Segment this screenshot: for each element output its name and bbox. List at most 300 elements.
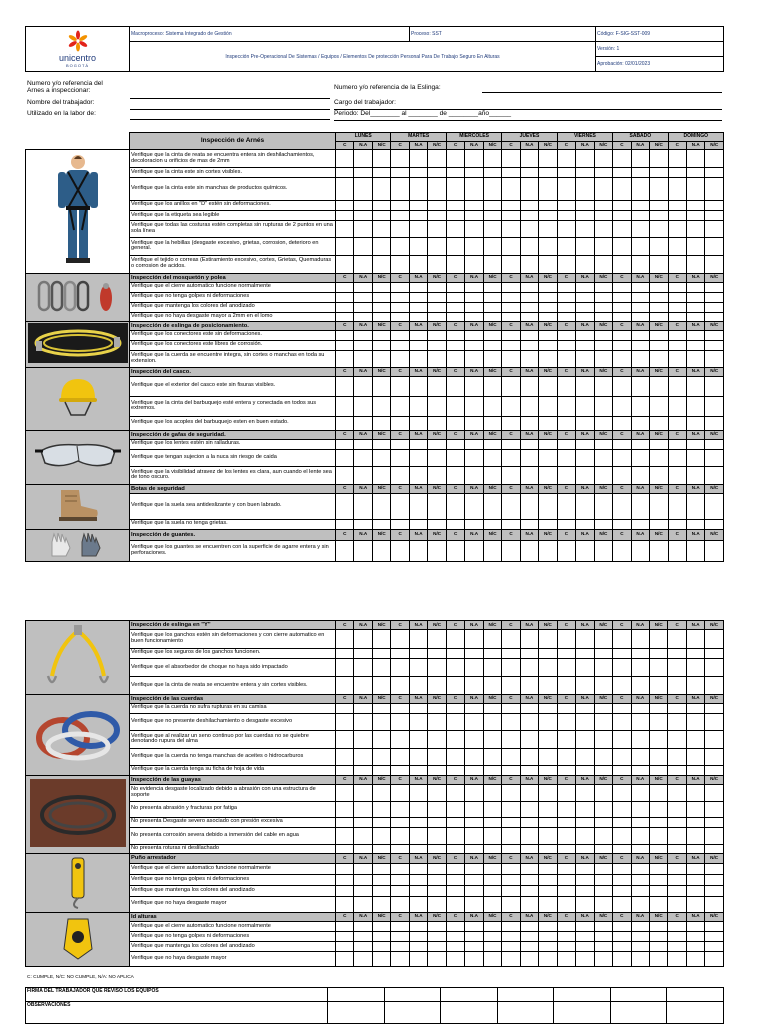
check-cell[interactable] — [502, 200, 520, 210]
check-cell[interactable] — [520, 519, 538, 529]
check-cell[interactable] — [354, 713, 372, 730]
check-cell[interactable] — [631, 765, 649, 775]
check-cell[interactable] — [613, 748, 631, 765]
check-cell[interactable] — [594, 221, 612, 238]
check-cell[interactable] — [372, 302, 391, 312]
check-cell[interactable] — [483, 168, 501, 178]
check-cell[interactable] — [428, 439, 447, 449]
check-cell[interactable] — [539, 863, 557, 874]
check-cell[interactable] — [539, 932, 557, 942]
check-cell[interactable] — [576, 178, 594, 200]
check-cell[interactable] — [576, 376, 594, 396]
check-cell[interactable] — [391, 630, 409, 648]
check-cell[interactable] — [576, 932, 594, 942]
check-cell[interactable] — [705, 942, 723, 952]
check-cell[interactable] — [613, 658, 631, 676]
check-cell[interactable] — [372, 677, 390, 694]
check-cell[interactable] — [539, 921, 557, 931]
check-cell[interactable] — [668, 168, 686, 178]
check-cell[interactable] — [668, 748, 686, 765]
check-cell[interactable] — [354, 658, 372, 676]
check-cell[interactable] — [539, 844, 557, 853]
check-cell[interactable] — [502, 210, 520, 220]
check-cell[interactable] — [372, 765, 390, 775]
check-cell[interactable] — [705, 449, 724, 466]
check-cell[interactable] — [354, 784, 372, 801]
check-cell[interactable] — [465, 827, 483, 844]
check-cell[interactable] — [465, 921, 483, 931]
check-cell[interactable] — [576, 221, 594, 238]
check-cell[interactable] — [686, 952, 704, 966]
check-cell[interactable] — [631, 312, 649, 321]
check-cell[interactable] — [391, 178, 409, 200]
check-cell[interactable] — [372, 150, 391, 168]
check-cell[interactable] — [336, 350, 354, 367]
check-cell[interactable] — [557, 376, 575, 396]
check-cell[interactable] — [668, 863, 686, 874]
check-cell[interactable] — [557, 817, 575, 827]
check-cell[interactable] — [520, 350, 538, 367]
check-cell[interactable] — [354, 302, 372, 312]
check-cell[interactable] — [650, 150, 668, 168]
check-cell[interactable] — [409, 730, 427, 748]
check-cell[interactable] — [391, 340, 409, 350]
check-cell[interactable] — [705, 648, 723, 658]
check-cell[interactable] — [539, 630, 557, 648]
check-cell[interactable] — [687, 330, 705, 340]
check-cell[interactable] — [576, 466, 594, 484]
check-cell[interactable] — [613, 630, 631, 648]
check-cell[interactable] — [668, 255, 686, 273]
check-cell[interactable] — [650, 466, 668, 484]
check-cell[interactable] — [705, 730, 723, 748]
check-cell[interactable] — [687, 221, 705, 238]
check-cell[interactable] — [686, 713, 704, 730]
check-cell[interactable] — [557, 210, 575, 220]
check-cell[interactable] — [483, 648, 501, 658]
check-cell[interactable] — [649, 748, 667, 765]
check-cell[interactable] — [336, 677, 354, 694]
check-cell[interactable] — [428, 449, 447, 466]
check-cell[interactable] — [539, 648, 557, 658]
check-cell[interactable] — [705, 330, 724, 340]
check-cell[interactable] — [705, 200, 724, 210]
check-cell[interactable] — [520, 200, 538, 210]
check-cell[interactable] — [354, 817, 372, 827]
check-cell[interactable] — [502, 658, 520, 676]
check-cell[interactable] — [649, 630, 667, 648]
check-cell[interactable] — [409, 886, 427, 897]
check-cell[interactable] — [372, 648, 390, 658]
check-cell[interactable] — [428, 376, 447, 396]
check-cell[interactable] — [705, 493, 724, 519]
check-cell[interactable] — [465, 282, 483, 292]
check-cell[interactable] — [520, 765, 538, 775]
check-cell[interactable] — [520, 282, 538, 292]
check-cell[interactable] — [483, 730, 501, 748]
check-cell[interactable] — [502, 817, 520, 827]
check-cell[interactable] — [686, 844, 704, 853]
check-cell[interactable] — [483, 519, 501, 529]
check-cell[interactable] — [336, 942, 354, 952]
check-cell[interactable] — [576, 150, 594, 168]
check-cell[interactable] — [336, 439, 354, 449]
check-cell[interactable] — [391, 312, 409, 321]
check-cell[interactable] — [465, 150, 483, 168]
check-cell[interactable] — [687, 540, 705, 561]
check-cell[interactable] — [649, 942, 667, 952]
check-cell[interactable] — [631, 784, 649, 801]
check-cell[interactable] — [391, 952, 409, 966]
check-cell[interactable] — [557, 350, 575, 367]
check-cell[interactable] — [613, 466, 631, 484]
check-cell[interactable] — [705, 748, 723, 765]
check-cell[interactable] — [446, 932, 464, 942]
check-cell[interactable] — [668, 330, 686, 340]
check-cell[interactable] — [354, 255, 372, 273]
check-cell[interactable] — [705, 703, 723, 713]
check-cell[interactable] — [428, 897, 446, 913]
check-cell[interactable] — [686, 784, 704, 801]
check-cell[interactable] — [391, 255, 409, 273]
check-cell[interactable] — [557, 827, 575, 844]
check-cell[interactable] — [613, 817, 631, 827]
check-cell[interactable] — [446, 519, 464, 529]
check-cell[interactable] — [336, 340, 354, 350]
check-cell[interactable] — [446, 540, 464, 561]
check-cell[interactable] — [576, 952, 594, 966]
check-cell[interactable] — [668, 817, 686, 827]
check-cell[interactable] — [576, 200, 594, 210]
check-cell[interactable] — [613, 330, 631, 340]
check-cell[interactable] — [409, 312, 427, 321]
check-cell[interactable] — [613, 921, 631, 931]
check-cell[interactable] — [502, 466, 520, 484]
check-cell[interactable] — [557, 784, 575, 801]
check-cell[interactable] — [631, 801, 649, 817]
check-cell[interactable] — [705, 282, 724, 292]
check-cell[interactable] — [539, 897, 557, 913]
check-cell[interactable] — [483, 765, 501, 775]
check-cell[interactable] — [520, 178, 538, 200]
check-cell[interactable] — [520, 844, 538, 853]
check-cell[interactable] — [557, 292, 575, 302]
check-cell[interactable] — [520, 921, 538, 931]
check-cell[interactable] — [391, 238, 409, 255]
check-cell[interactable] — [686, 942, 704, 952]
check-cell[interactable] — [613, 200, 631, 210]
check-cell[interactable] — [502, 801, 520, 817]
check-cell[interactable] — [557, 439, 575, 449]
check-cell[interactable] — [557, 178, 575, 200]
check-cell[interactable] — [446, 677, 464, 694]
check-cell[interactable] — [446, 658, 464, 676]
check-cell[interactable] — [354, 439, 372, 449]
check-cell[interactable] — [465, 801, 483, 817]
check-cell[interactable] — [613, 784, 631, 801]
check-cell[interactable] — [465, 703, 483, 713]
check-cell[interactable] — [372, 540, 391, 561]
check-cell[interactable] — [520, 713, 538, 730]
check-cell[interactable] — [668, 648, 686, 658]
check-cell[interactable] — [705, 255, 724, 273]
check-cell[interactable] — [631, 874, 649, 885]
check-cell[interactable] — [576, 827, 594, 844]
check-cell[interactable] — [594, 703, 612, 713]
check-cell[interactable] — [465, 748, 483, 765]
check-cell[interactable] — [409, 703, 427, 713]
check-cell[interactable] — [354, 150, 372, 168]
check-cell[interactable] — [446, 748, 464, 765]
check-cell[interactable] — [465, 897, 483, 913]
check-cell[interactable] — [668, 350, 686, 367]
check-cell[interactable] — [483, 255, 501, 273]
check-cell[interactable] — [483, 178, 501, 200]
check-cell[interactable] — [372, 416, 391, 430]
check-cell[interactable] — [483, 817, 501, 827]
check-cell[interactable] — [576, 677, 594, 694]
check-cell[interactable] — [465, 376, 483, 396]
check-cell[interactable] — [483, 932, 501, 942]
check-cell[interactable] — [631, 439, 649, 449]
check-cell[interactable] — [446, 827, 464, 844]
check-cell[interactable] — [613, 178, 631, 200]
check-cell[interactable] — [520, 897, 538, 913]
check-cell[interactable] — [391, 765, 409, 775]
check-cell[interactable] — [594, 677, 612, 694]
check-cell[interactable] — [372, 493, 391, 519]
check-cell[interactable] — [650, 519, 668, 529]
check-cell[interactable] — [372, 817, 390, 827]
check-cell[interactable] — [705, 210, 724, 220]
check-cell[interactable] — [354, 238, 372, 255]
check-cell[interactable] — [465, 817, 483, 827]
check-cell[interactable] — [502, 886, 520, 897]
check-cell[interactable] — [705, 150, 724, 168]
signature-cell[interactable] — [384, 988, 441, 1002]
check-cell[interactable] — [539, 200, 557, 210]
check-cell[interactable] — [686, 658, 704, 676]
check-cell[interactable] — [557, 703, 575, 713]
check-cell[interactable] — [446, 396, 464, 416]
check-cell[interactable] — [354, 897, 372, 913]
check-cell[interactable] — [372, 658, 390, 676]
check-cell[interactable] — [428, 540, 447, 561]
check-cell[interactable] — [705, 952, 723, 966]
check-cell[interactable] — [502, 942, 520, 952]
check-cell[interactable] — [613, 449, 631, 466]
check-cell[interactable] — [557, 942, 575, 952]
check-cell[interactable] — [483, 703, 501, 713]
check-cell[interactable] — [613, 540, 631, 561]
check-cell[interactable] — [631, 255, 649, 273]
check-cell[interactable] — [576, 439, 594, 449]
check-cell[interactable] — [649, 897, 667, 913]
check-cell[interactable] — [539, 178, 557, 200]
check-cell[interactable] — [465, 210, 483, 220]
check-cell[interactable] — [336, 801, 354, 817]
check-cell[interactable] — [650, 449, 668, 466]
check-cell[interactable] — [446, 312, 464, 321]
check-cell[interactable] — [557, 312, 575, 321]
check-cell[interactable] — [409, 466, 427, 484]
check-cell[interactable] — [446, 238, 464, 255]
check-cell[interactable] — [428, 221, 447, 238]
check-cell[interactable] — [502, 312, 520, 321]
check-cell[interactable] — [409, 765, 427, 775]
check-cell[interactable] — [428, 630, 446, 648]
check-cell[interactable] — [465, 658, 483, 676]
check-cell[interactable] — [502, 292, 520, 302]
check-cell[interactable] — [391, 730, 409, 748]
check-cell[interactable] — [336, 748, 354, 765]
check-cell[interactable] — [446, 376, 464, 396]
check-cell[interactable] — [502, 648, 520, 658]
check-cell[interactable] — [409, 713, 427, 730]
check-cell[interactable] — [336, 238, 354, 255]
check-cell[interactable] — [631, 844, 649, 853]
check-cell[interactable] — [428, 932, 446, 942]
check-cell[interactable] — [465, 630, 483, 648]
check-cell[interactable] — [520, 340, 538, 350]
check-cell[interactable] — [613, 844, 631, 853]
check-cell[interactable] — [594, 178, 612, 200]
check-cell[interactable] — [372, 784, 390, 801]
check-cell[interactable] — [409, 648, 427, 658]
check-cell[interactable] — [594, 519, 612, 529]
check-cell[interactable] — [502, 282, 520, 292]
check-cell[interactable] — [372, 340, 391, 350]
check-cell[interactable] — [705, 340, 724, 350]
check-cell[interactable] — [428, 921, 446, 931]
check-cell[interactable] — [391, 519, 409, 529]
check-cell[interactable] — [446, 921, 464, 931]
check-cell[interactable] — [650, 340, 668, 350]
check-cell[interactable] — [391, 221, 409, 238]
check-cell[interactable] — [539, 540, 557, 561]
check-cell[interactable] — [446, 952, 464, 966]
check-cell[interactable] — [631, 942, 649, 952]
check-cell[interactable] — [705, 874, 723, 885]
check-cell[interactable] — [502, 952, 520, 966]
check-cell[interactable] — [594, 827, 612, 844]
check-cell[interactable] — [613, 350, 631, 367]
check-cell[interactable] — [391, 897, 409, 913]
check-cell[interactable] — [372, 466, 391, 484]
check-cell[interactable] — [372, 282, 391, 292]
check-cell[interactable] — [465, 200, 483, 210]
check-cell[interactable] — [372, 312, 391, 321]
check-cell[interactable] — [686, 827, 704, 844]
check-cell[interactable] — [705, 416, 724, 430]
check-cell[interactable] — [539, 703, 557, 713]
check-cell[interactable] — [576, 748, 594, 765]
check-cell[interactable] — [631, 703, 649, 713]
check-cell[interactable] — [613, 886, 631, 897]
check-cell[interactable] — [502, 150, 520, 168]
check-cell[interactable] — [557, 844, 575, 853]
check-cell[interactable] — [576, 519, 594, 529]
check-cell[interactable] — [409, 350, 427, 367]
check-cell[interactable] — [539, 221, 557, 238]
check-cell[interactable] — [336, 730, 354, 748]
check-cell[interactable] — [705, 713, 723, 730]
check-cell[interactable] — [594, 350, 612, 367]
check-cell[interactable] — [354, 863, 372, 874]
check-cell[interactable] — [613, 168, 631, 178]
check-cell[interactable] — [372, 439, 391, 449]
check-cell[interactable] — [649, 886, 667, 897]
check-cell[interactable] — [428, 210, 447, 220]
check-cell[interactable] — [465, 784, 483, 801]
check-cell[interactable] — [520, 630, 538, 648]
check-cell[interactable] — [686, 703, 704, 713]
check-cell[interactable] — [576, 350, 594, 367]
check-cell[interactable] — [705, 886, 723, 897]
check-cell[interactable] — [705, 466, 724, 484]
check-cell[interactable] — [686, 630, 704, 648]
check-cell[interactable] — [594, 801, 612, 817]
check-cell[interactable] — [372, 886, 390, 897]
check-cell[interactable] — [594, 648, 612, 658]
check-cell[interactable] — [372, 255, 391, 273]
check-cell[interactable] — [594, 449, 612, 466]
check-cell[interactable] — [428, 677, 446, 694]
signature-cell[interactable] — [667, 988, 724, 1002]
check-cell[interactable] — [576, 874, 594, 885]
check-cell[interactable] — [520, 677, 538, 694]
check-cell[interactable] — [687, 255, 705, 273]
check-cell[interactable] — [668, 874, 686, 885]
check-cell[interactable] — [502, 630, 520, 648]
check-cell[interactable] — [576, 396, 594, 416]
check-cell[interactable] — [668, 730, 686, 748]
check-cell[interactable] — [650, 302, 668, 312]
check-cell[interactable] — [446, 150, 464, 168]
check-cell[interactable] — [650, 168, 668, 178]
check-cell[interactable] — [668, 801, 686, 817]
check-cell[interactable] — [631, 897, 649, 913]
check-cell[interactable] — [372, 210, 391, 220]
check-cell[interactable] — [391, 784, 409, 801]
check-cell[interactable] — [336, 210, 354, 220]
check-cell[interactable] — [336, 703, 354, 713]
check-cell[interactable] — [354, 210, 372, 220]
check-cell[interactable] — [372, 330, 391, 340]
check-cell[interactable] — [483, 827, 501, 844]
check-cell[interactable] — [520, 874, 538, 885]
check-cell[interactable] — [539, 886, 557, 897]
check-cell[interactable] — [613, 765, 631, 775]
check-cell[interactable] — [631, 302, 649, 312]
check-cell[interactable] — [483, 376, 501, 396]
check-cell[interactable] — [336, 221, 354, 238]
check-cell[interactable] — [483, 466, 501, 484]
check-cell[interactable] — [687, 312, 705, 321]
check-cell[interactable] — [539, 449, 557, 466]
check-cell[interactable] — [520, 221, 538, 238]
check-cell[interactable] — [613, 648, 631, 658]
check-cell[interactable] — [391, 466, 409, 484]
check-cell[interactable] — [686, 921, 704, 931]
check-cell[interactable] — [428, 863, 446, 874]
check-cell[interactable] — [576, 416, 594, 430]
check-cell[interactable] — [539, 466, 557, 484]
check-cell[interactable] — [594, 784, 612, 801]
check-cell[interactable] — [539, 150, 557, 168]
check-cell[interactable] — [372, 827, 390, 844]
check-cell[interactable] — [502, 340, 520, 350]
